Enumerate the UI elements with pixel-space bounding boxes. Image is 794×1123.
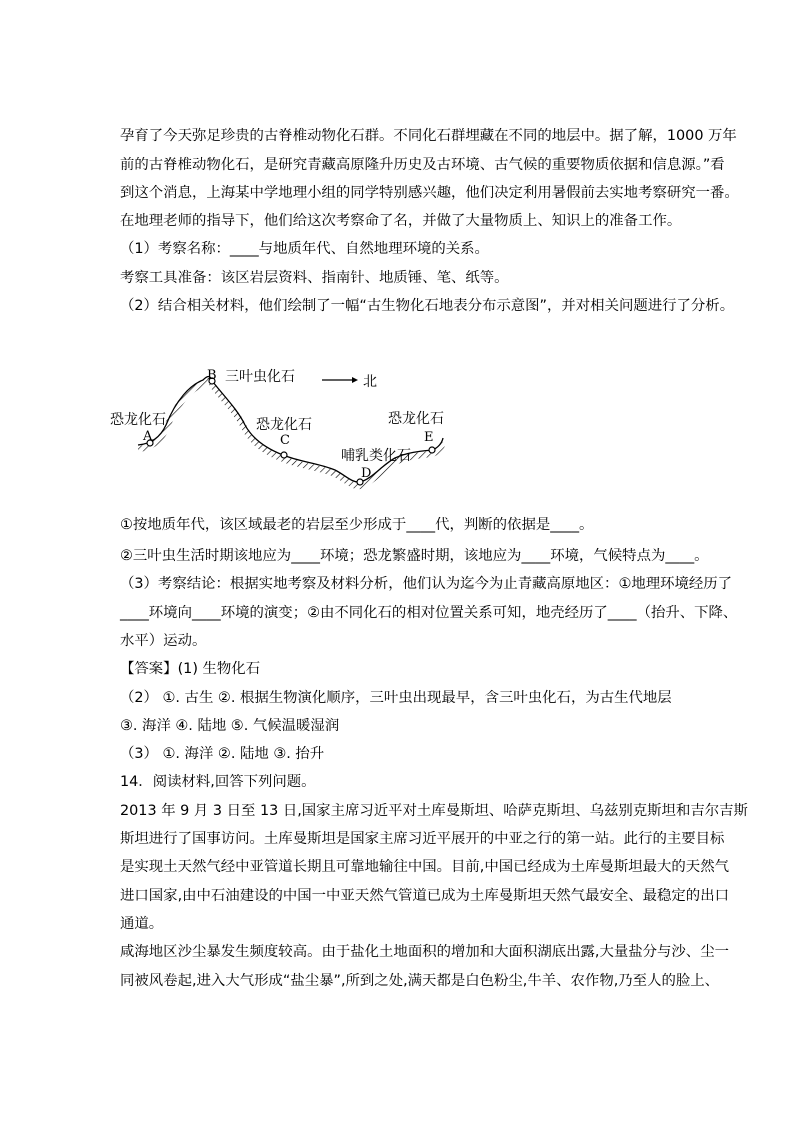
point-e xyxy=(429,447,435,453)
q3-line: ____环境向____环境的演变；②由不同化石的相对位置关系可知，地壳经历了____（抬升、下降、 xyxy=(120,605,738,621)
label-e: E xyxy=(424,430,434,445)
label-d: D xyxy=(361,466,372,481)
paragraph-line: 到这个消息，上海某中学地理小组的同学特别感兴趣，他们决定利用暑假前去实地考察研究一番。 xyxy=(120,185,739,201)
q3-line: （3）考察结论：根据实地考察及材料分析，他们认为迄今为止青藏高原地区：①地理环境经历了 xyxy=(120,576,733,592)
answer-2-line-2: ③. 海洋 ④. 陆地 ⑤. 气候温暖湿润 xyxy=(120,718,340,734)
question-2: （2）结合相关材料，他们绘制了一幅“古生物化石地表分布示意图”，并对相关问题进行了分析。 xyxy=(120,298,735,314)
q2-item-2: ②三叶虫生活时期该地应为____环境；恐龙繁盛时期，该地应为____环境，气候特点为____。 xyxy=(120,548,709,564)
paragraph-line: 前的古脊椎动物化石，是研究青藏高原隆升历史及古环境、古气候的重要物质依据和信息源。”看 xyxy=(120,157,725,173)
north-label: 北 xyxy=(363,374,377,390)
paragraph-line: 2013 年 9 月 3 日至 13 日,国家主席习近平对土库曼斯坦、哈萨克斯坦、乌兹别克斯坦和吉尔吉斯 xyxy=(120,803,748,819)
answer-3: （3） ①. 海洋 ②. 陆地 ③. 抬升 xyxy=(120,746,325,762)
paragraph-line: 孕育了今天弥足珍贵的古脊椎动物化石群。不同化石群埋藏在不同的地层中。据了解，1000 万年 xyxy=(120,128,737,144)
q3-line: 水平）运动。 xyxy=(120,633,207,649)
answer-title: 【答案】(1) 生物化石 xyxy=(120,661,261,677)
label-c: C xyxy=(280,433,290,448)
paragraph-line: 咸海地区沙尘暴发生频度较高。由于盐化土地面积的增加和大面积湖底出露,大量盐分与沙、尘一 xyxy=(120,944,729,960)
paragraph-line: 在地理老师的指导下，他们给这次考察命了名，并做了大量物质上、知识上的准备工作。 xyxy=(120,213,682,229)
paragraph-line: 通道。 xyxy=(120,916,164,932)
answer-2-line-1: （2） ①. 古生 ②. 根据生物演化顺序，三叶虫出现最早，含三叶虫化石，为古生代地层 xyxy=(120,690,672,706)
mammal-label: 哺乳类化石 xyxy=(341,448,411,464)
trilobite-label: 三叶虫化石 xyxy=(225,369,295,385)
paragraph-line: 是实现土天然气经中亚管道长期且可靠地输往中国。目前,中国已经成为土库曼斯坦最大的天然气 xyxy=(120,859,729,875)
paragraph-line: 斯坦进行了国事访问。土库曼斯坦是国家主席习近平展开的中亚之行的第一站。此行的主要目标 xyxy=(120,831,725,847)
question-1: （1）考察名称：____与地质年代、自然地理环境的关系。 xyxy=(120,241,489,257)
label-a: A xyxy=(143,429,153,444)
question-14: 14．阅读材料,回答下列问题。 xyxy=(120,774,316,790)
tools-line: 考察工具准备：该区岩层资料、指南针、地质锤、笔、纸等。 xyxy=(120,270,509,286)
dino-mid-label: 恐龙化石 xyxy=(256,417,312,433)
dino-left-label: 恐龙化石 xyxy=(110,412,166,428)
fossil-distribution-diagram xyxy=(0,0,794,520)
dino-right-label: 恐龙化石 xyxy=(388,411,444,427)
paragraph-line: 进口国家,由中石油建设的中国一中亚天然气管道已成为土库曼斯坦天然气最安全、最稳定的出口 xyxy=(120,888,729,904)
q2-item-1: ①按地质年代，该区域最老的岩层至少形成于____代，判断的依据是____。 xyxy=(120,517,594,533)
point-c xyxy=(281,452,287,458)
label-b: B xyxy=(207,368,217,383)
paragraph-line: 同被风卷起,进入大气形成“盐尘暴”,所到之处,满天都是白色粉尘,牛羊、农作物,乃至人的脸上、 xyxy=(120,973,720,989)
